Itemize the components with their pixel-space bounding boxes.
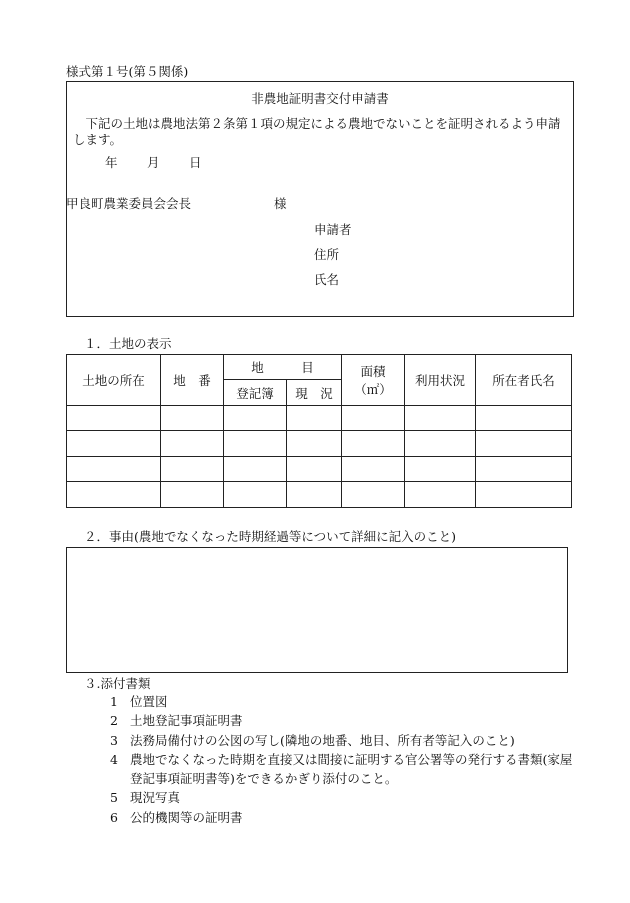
header-owner: 所在者氏名 — [476, 355, 572, 406]
cell-lot-number[interactable] — [161, 431, 224, 457]
item-text: 法務局備付けの公図の写し(隣地の地番、地目、所有者等記入のこと) — [130, 732, 515, 748]
cell-usage[interactable] — [405, 406, 476, 431]
application-body: 下記の土地は農地法第２条第１項の規定による農地でないことを証明されるよう申請します。 — [73, 116, 561, 147]
table-row — [67, 482, 572, 508]
cell-current[interactable] — [287, 482, 342, 508]
honorific: 様 — [274, 196, 287, 211]
cell-usage[interactable] — [405, 482, 476, 508]
cell-location[interactable] — [67, 482, 161, 508]
date-year-label: 年 — [105, 155, 118, 170]
item-text: 公的機関等の証明書 — [130, 809, 243, 825]
cell-owner[interactable] — [476, 431, 572, 457]
name-label: 氏名 — [314, 272, 340, 287]
cell-location[interactable] — [67, 431, 161, 457]
cell-current[interactable] — [287, 457, 342, 482]
item-text: 現況写真 — [130, 790, 181, 806]
date-day-label: 日 — [189, 155, 202, 170]
addressee: 甲良町農業委員会会長 — [66, 196, 192, 211]
item-text: 農地でなくなった時期を直接又は間接に証明する官公署等の発行する書類(家屋登記事項証明書等)をできるかぎり添付のこと。 — [130, 751, 573, 787]
cell-current[interactable] — [287, 406, 342, 431]
applicant-label: 申請者 — [314, 222, 352, 237]
header-lot-number: 地 番 — [161, 355, 224, 406]
header-area — [342, 355, 405, 406]
cell-lot-number[interactable] — [161, 406, 224, 431]
section3-heading: ３.添付書類 — [84, 676, 151, 691]
list-item — [110, 692, 580, 711]
cell-owner[interactable] — [476, 457, 572, 482]
land-table — [66, 354, 572, 508]
header-registry: 登記簿 — [224, 380, 287, 406]
section1-heading: １．土地の表示 — [84, 336, 172, 351]
cell-location[interactable] — [67, 406, 161, 431]
attachment-list — [110, 692, 580, 827]
cell-owner[interactable] — [476, 406, 572, 431]
item-number: 1 — [110, 694, 118, 709]
header-area-label: 面積 — [360, 364, 386, 379]
cell-area[interactable] — [342, 406, 405, 431]
cell-registry[interactable] — [224, 406, 287, 431]
list-item — [110, 788, 580, 807]
header-land-category: 地 目 — [224, 355, 342, 380]
date-month-label: 月 — [147, 155, 160, 170]
cell-usage[interactable] — [405, 431, 476, 457]
address-label: 住所 — [314, 247, 340, 262]
list-item — [110, 808, 580, 827]
cell-area[interactable] — [342, 457, 405, 482]
cell-registry[interactable] — [224, 431, 287, 457]
list-item — [110, 750, 580, 789]
cell-lot-number[interactable] — [161, 457, 224, 482]
item-text: 位置図 — [130, 694, 168, 709]
cell-current[interactable] — [287, 431, 342, 457]
cell-usage[interactable] — [405, 457, 476, 482]
item-number: 6 — [110, 809, 118, 825]
item-text: 土地登記事項証明書 — [130, 713, 243, 729]
table-row — [67, 457, 572, 482]
list-item — [110, 731, 580, 750]
header-location: 土地の所在 — [67, 355, 161, 406]
form-number: 様式第１号(第５関係) — [66, 64, 189, 79]
item-number: 2 — [110, 713, 118, 729]
header-area-unit: （㎡） — [354, 382, 392, 397]
cell-lot-number[interactable] — [161, 482, 224, 508]
cell-registry[interactable] — [224, 482, 287, 508]
header-current: 現 況 — [287, 380, 342, 406]
item-number: 4 — [110, 751, 118, 767]
section2-heading: ２．事由(農地でなくなった時期経過等について詳細に記入のこと) — [84, 529, 457, 544]
reason-box[interactable] — [66, 547, 568, 673]
table-row — [67, 431, 572, 457]
header-usage: 利用状況 — [405, 355, 476, 406]
cell-registry[interactable] — [224, 457, 287, 482]
table-row — [67, 406, 572, 431]
cell-area[interactable] — [342, 482, 405, 508]
cell-location[interactable] — [67, 457, 161, 482]
list-item — [110, 711, 580, 730]
cell-owner[interactable] — [476, 482, 572, 508]
item-number: 5 — [110, 790, 118, 806]
cell-area[interactable] — [342, 431, 405, 457]
item-number: 3 — [110, 732, 118, 748]
form-title: 非農地証明書交付申請書 — [251, 91, 389, 106]
